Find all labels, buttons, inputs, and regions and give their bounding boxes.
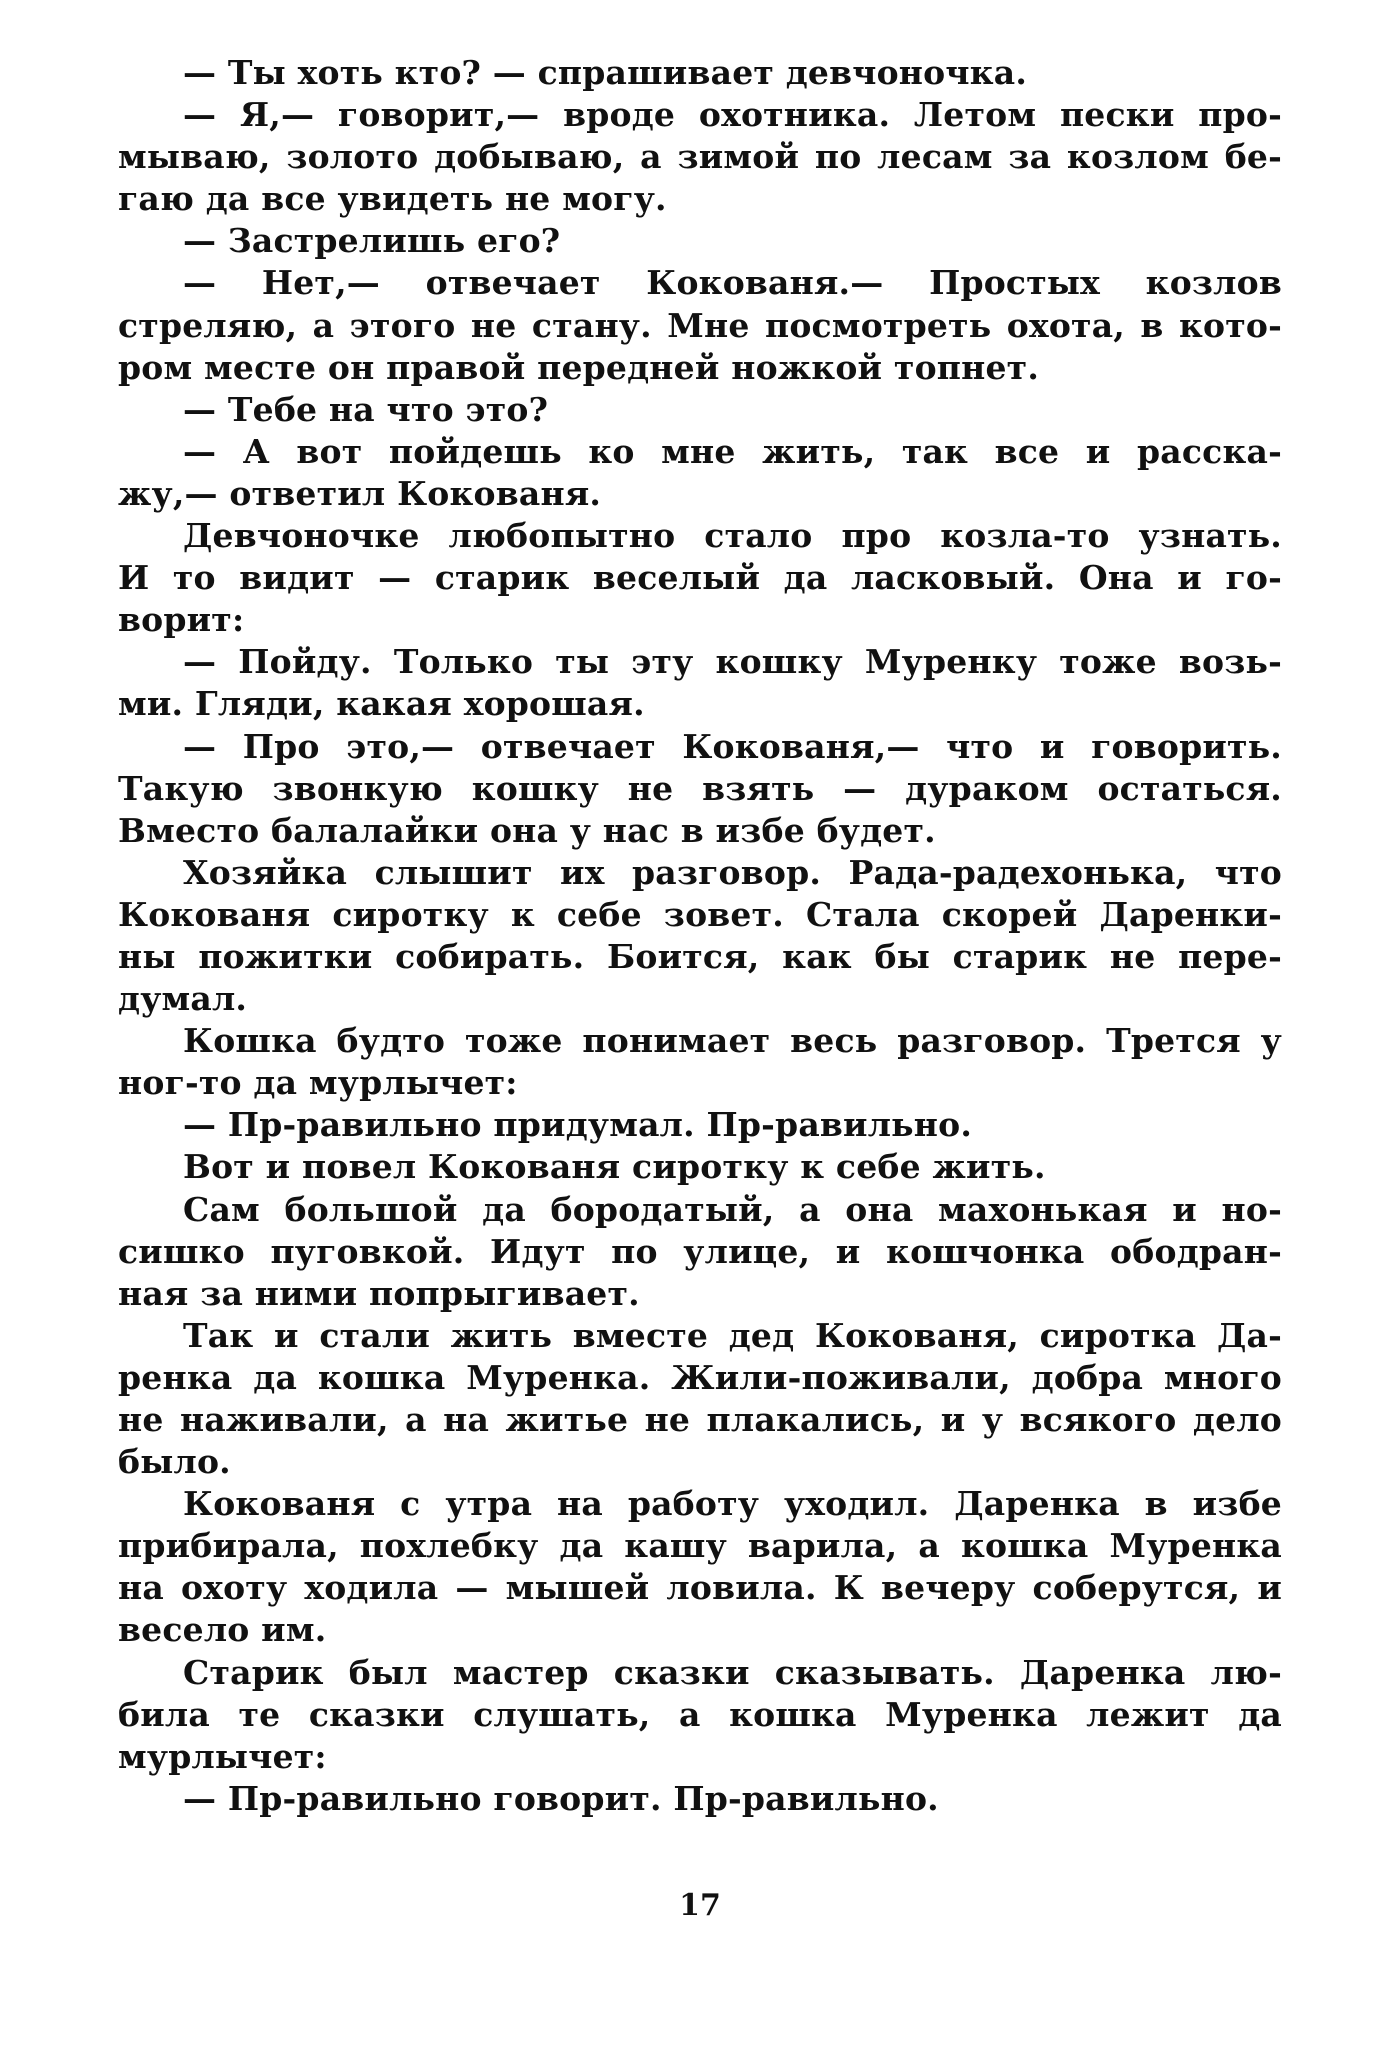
- page-number: 17: [679, 1888, 721, 1923]
- text-line: — Нет,— отвечает Кокованя.— Простых козлов: [183, 263, 1282, 303]
- text-line: — Застрелишь его?: [183, 221, 561, 261]
- text-line: — Тебе на что это?: [183, 389, 549, 429]
- text-line: на охоту ходила — мышей ловила. К вечеру соберутся, и: [118, 1568, 1282, 1608]
- text-line: — Ты хоть кто? — спрашивает девчоночка.: [183, 53, 1028, 92]
- text-line: ром месте он правой передней ножкой топнет.: [118, 347, 1040, 387]
- text-line: била те сказки слушать, а кошка Муренка лежит да: [118, 1694, 1282, 1734]
- text-line: Вместо балалайки она у нас в избе будет.: [118, 810, 936, 850]
- text-line: Хозяйка слышит их разговор. Рада-радехонька, что: [183, 852, 1282, 892]
- text-line: — А вот пойдешь ко мне жить, так все и расска-: [183, 431, 1282, 471]
- text-line: Так и стали жить вместе дед Кокованя, сиротка Да-: [183, 1315, 1282, 1355]
- text-line: Кокованя с утра на работу уходил. Даренка в избе: [183, 1484, 1282, 1524]
- text-line: ног-то да мурлычет:: [118, 1063, 518, 1103]
- text-line: ны пожитки собирать. Боится, как бы старик не пере-: [118, 936, 1282, 976]
- text-line: Такую звонкую кошку не взять — дураком остаться.: [118, 768, 1282, 808]
- text-line: прибирала, похлебку да кашу варила, а кошка Муренка: [118, 1526, 1282, 1566]
- text-line: — Пр-равильно придумал. Пр-равильно.: [183, 1105, 973, 1145]
- text-line: мурлычет:: [118, 1736, 327, 1776]
- text-line: Старик был мастер сказки сказывать. Даренка лю-: [183, 1652, 1282, 1692]
- text-line: Девчоночке любопытно стало про козла-то узнать.: [183, 516, 1282, 556]
- text-line: Кошка будто тоже понимает весь разговор. Трется у: [183, 1021, 1282, 1061]
- text-line: мываю, золото добываю, а зимой по лесам за козлом бе-: [118, 137, 1282, 177]
- text-line: было.: [118, 1442, 231, 1482]
- text-line: — Пойду. Только ты эту кошку Муренку тоже возь-: [183, 642, 1282, 682]
- text-line: сишко пуговкой. Идут по улице, и кошчонка ободран-: [118, 1231, 1282, 1271]
- text-line: ворит:: [118, 600, 245, 640]
- text-line: И то видит — старик веселый да ласковый. Она и го-: [118, 558, 1282, 598]
- text-line: гаю да все увидеть не могу.: [118, 179, 667, 219]
- text-line: не наживали, а на житье не плакались, и у всякого дело: [118, 1400, 1282, 1439]
- text-line: ми. Гляди, какая хорошая.: [118, 684, 645, 724]
- text-line: Сам большой да бородатый, а она махонькая и но-: [183, 1189, 1282, 1229]
- text-line: стреляю, а этого не стану. Мне посмотреть охота, в кото-: [118, 305, 1282, 345]
- text-line: Кокованя сиротку к себе зовет. Стала скорей Даренки-: [118, 894, 1282, 934]
- text-line: — Я,— говорит,— вроде охотника. Летом пески про-: [183, 95, 1282, 135]
- text-line: Вот и повел Кокованя сиротку к себе жить.: [183, 1147, 1046, 1187]
- text-line: — Про это,— отвечает Кокованя,— что и говорить.: [183, 726, 1282, 766]
- text-line: ренка да кошка Муренка. Жили-поживали, добра много: [118, 1357, 1282, 1397]
- text-line: весело им.: [118, 1610, 327, 1650]
- text-line: ная за ними попрыгивает.: [118, 1273, 640, 1313]
- text-line: думал.: [118, 979, 248, 1019]
- text-line: жу,— ответил Кокованя.: [118, 473, 602, 513]
- page-body: [118, 52, 1282, 1820]
- text-line: — Пр-равильно говорит. Пр-равильно.: [183, 1778, 939, 1818]
